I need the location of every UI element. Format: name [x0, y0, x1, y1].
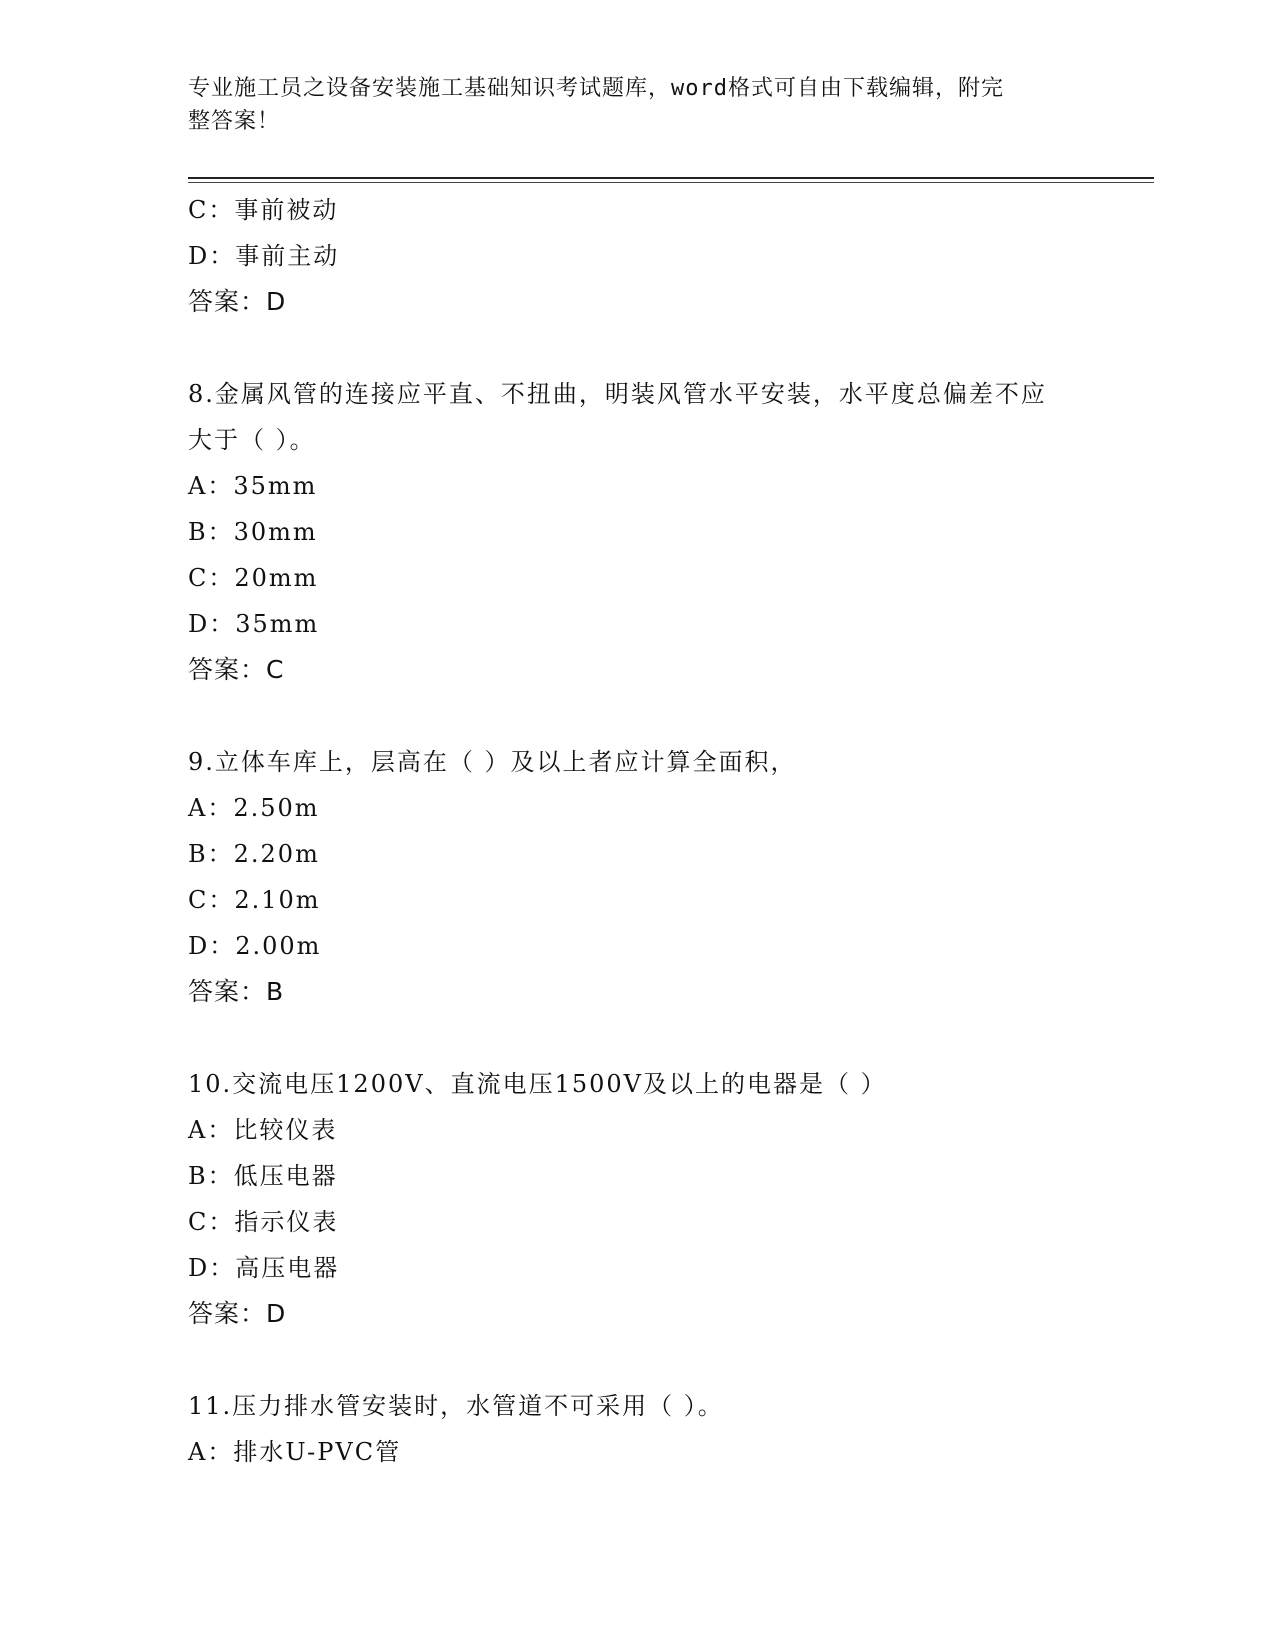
question-list	[188, 187, 1088, 1475]
option-a: A：2.50m	[188, 794, 320, 822]
option-a: A：35mm	[188, 472, 318, 500]
option-c: C：指示仪表	[188, 1208, 339, 1236]
header-divider-thin	[188, 182, 1154, 183]
answer-line: 答案：D	[188, 1299, 287, 1328]
question-stem: 11.压力排水管安装时，水管道不可采用（ ）。	[188, 1392, 724, 1420]
option-c: C：2.10m	[188, 886, 321, 914]
document-header	[188, 72, 1068, 138]
spacer	[188, 1337, 1088, 1383]
option-b: B：30mm	[188, 518, 318, 546]
option-b: B：2.20m	[188, 840, 320, 868]
option-d: D：高压电器	[188, 1254, 340, 1282]
question-stem: 8.金属风管的连接应平直、不扭曲，明装风管水平安装，水平度总偏差不应大于（ ）。	[188, 380, 1047, 454]
option-c: C：20mm	[188, 564, 319, 592]
option-d: D：2.00m	[188, 932, 322, 960]
spacer	[188, 1015, 1088, 1061]
spacer	[188, 693, 1088, 739]
header-line-1: 专业施工员之设备安装施工基础知识考试题库，word格式可自由下载编辑，附完	[188, 76, 1004, 101]
answer-line: 答案：D	[188, 287, 287, 316]
option-d: D：事前主动	[188, 242, 340, 270]
answer-line: 答案：B	[188, 977, 285, 1006]
option-c: C：事前被动	[188, 196, 339, 224]
option-a: A：排水U-PVC管	[188, 1438, 402, 1466]
option-b: B：低压电器	[188, 1162, 338, 1190]
answer-line: 答案：C	[188, 655, 285, 684]
header-line-2: 整答案！	[188, 109, 281, 134]
option-d: D：35mm	[188, 610, 320, 638]
question-stem: 9.立体车库上，层高在（ ）及以上者应计算全面积，	[188, 748, 797, 776]
option-a: A：比较仪表	[188, 1116, 338, 1144]
question-stem: 10.交流电压1200V、直流电压1500V及以上的电器是（ ）	[188, 1070, 887, 1098]
spacer	[188, 325, 1088, 371]
header-divider-thick	[188, 177, 1154, 179]
